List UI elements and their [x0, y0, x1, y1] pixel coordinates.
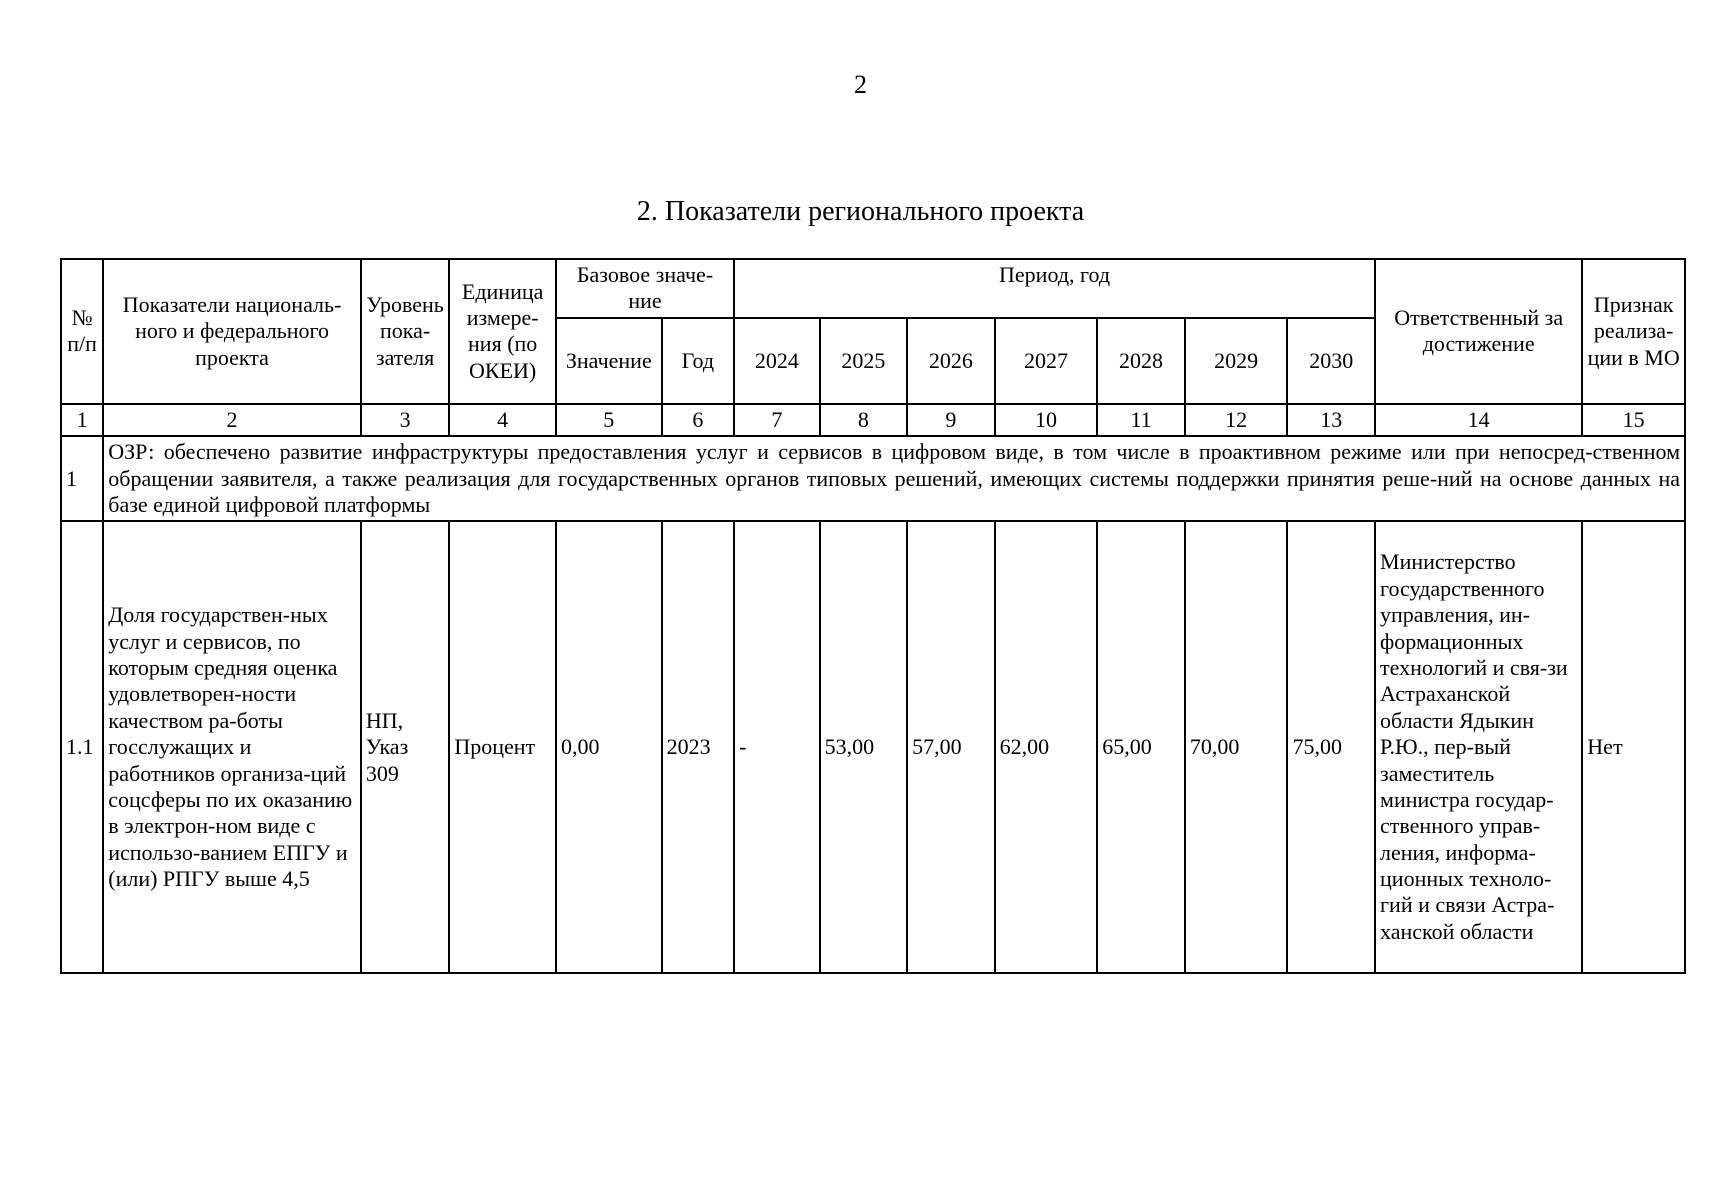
header-year-2024: 2024	[734, 318, 820, 404]
goal-num: 1	[61, 436, 103, 521]
header-year-2027: 2027	[995, 318, 1098, 404]
column-number: 4	[449, 404, 556, 436]
section-title: 2. Показатели регионального проекта	[636, 196, 1085, 227]
row-level: НП, Указ 309	[361, 521, 450, 973]
table-row	[61, 521, 1685, 973]
column-number: 6	[662, 404, 734, 436]
column-number: 9	[907, 404, 995, 436]
header-row-1	[61, 259, 1685, 318]
column-number: 14	[1375, 404, 1582, 436]
header-unit: Единица измере-ния (по ОКЕИ)	[449, 259, 556, 404]
header-year-2025: 2025	[820, 318, 908, 404]
column-number: 3	[361, 404, 450, 436]
row-value-2026: 57,00	[907, 521, 995, 973]
column-number: 5	[556, 404, 662, 436]
column-number: 13	[1287, 404, 1375, 436]
indicators-table	[60, 258, 1686, 974]
header-indicator: Показатели националь-ного и федерального проекта	[103, 259, 361, 404]
column-number-row	[61, 404, 1685, 436]
header-period: Период, год	[734, 259, 1375, 318]
header-year-2026: 2026	[907, 318, 995, 404]
row-base-value: 0,00	[556, 521, 662, 973]
header-base-value-year: Год	[662, 318, 734, 404]
header-num: № п/п	[61, 259, 103, 404]
row-base-year: 2023	[662, 521, 734, 973]
row-indicator: Доля государствен-ных услуг и сервисов, по которым средняя оценка удовлетворен-ности качеством ра-боты госслужащих и работников организа-ций соцсферы по их оказанию в электрон-ном виде с использо-ванием ЕПГУ и (или) РПГУ выше 4,5	[103, 521, 361, 973]
row-unit: Процент	[449, 521, 556, 973]
row-value-2029: 70,00	[1185, 521, 1288, 973]
column-number: 1	[61, 404, 103, 436]
goal-text: ОЗР: обеспечено развитие инфраструктуры предоставления услуг и сервисов в цифровом виде, в том числе в проактивном режиме или при непосред-ственном обращении заявителя, а также реализация для государственных органов типовых решений, имеющих системы поддержки принятия реше-ний на основе данных на базе единой цифровой платформы	[103, 436, 1685, 521]
column-number: 10	[995, 404, 1098, 436]
header-year-2028: 2028	[1097, 318, 1185, 404]
row-value-2028: 65,00	[1097, 521, 1185, 973]
row-value-2025: 53,00	[820, 521, 908, 973]
page-number: 2	[854, 70, 867, 99]
column-number: 2	[103, 404, 361, 436]
row-value-2030: 75,00	[1287, 521, 1375, 973]
header-base-value: Базовое значе-ние	[556, 259, 734, 318]
column-number: 12	[1185, 404, 1288, 436]
header-year-2029: 2029	[1185, 318, 1288, 404]
header-year-2030: 2030	[1287, 318, 1375, 404]
column-number: 8	[820, 404, 908, 436]
column-number: 11	[1097, 404, 1185, 436]
header-base-value-value: Значение	[556, 318, 662, 404]
row-value-2027: 62,00	[995, 521, 1098, 973]
goal-row	[61, 436, 1685, 521]
header-level: Уровень пока-зателя	[361, 259, 450, 404]
column-number: 15	[1582, 404, 1685, 436]
header-responsible: Ответственный за достижение	[1375, 259, 1582, 404]
row-mo-sign: Нет	[1582, 521, 1685, 973]
row-num: 1.1	[61, 521, 103, 973]
header-mo-sign: Признак реализа-ции в МО	[1582, 259, 1685, 404]
column-number: 7	[734, 404, 820, 436]
row-responsible: Министерство государственного управления, ин-формационных технологий и свя-зи Астраханской области Ядыкин Р.Ю., пер-вый заместитель министра государ-ственного управ-ления, информа-ционных техноло-гий и связи Астра-ханской области	[1375, 521, 1582, 973]
row-value-2024: -	[734, 521, 820, 973]
